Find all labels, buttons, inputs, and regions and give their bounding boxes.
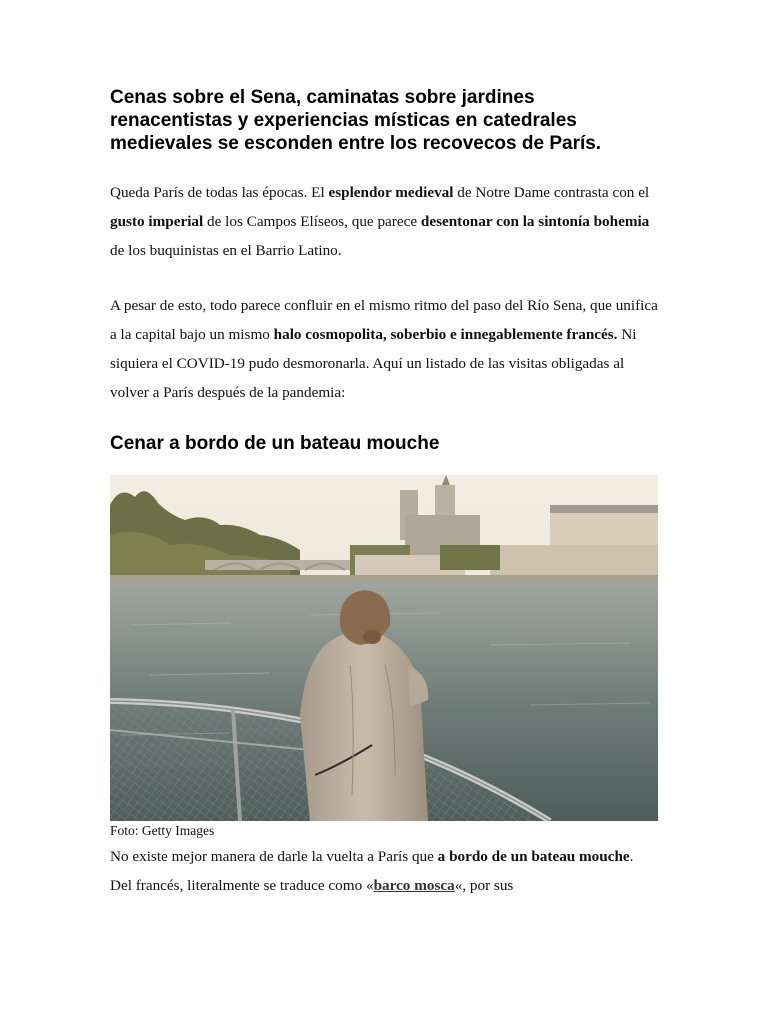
text: Queda París de todas las épocas. El — [110, 184, 329, 201]
text: A pesar de esto, todo parece confluir en el mismo ritmo del paso del Río Sena, que unifica a la capital bajo un mismo — [110, 297, 658, 343]
section-heading: Cenar a bordo de un bateau mouche — [110, 433, 440, 454]
headline: Cenas sobre el Sena, caminatas sobre jardines renacentistas y experiencias místicas en catedrales medievales se esconden entre los recovecos de París. — [110, 87, 602, 154]
article — [110, 86, 658, 900]
text: Ni siquiera el COVID-19 pudo desmoronarla. Aquí un listado de las visitas obligadas al volver a París después de la pandemia: — [110, 326, 637, 401]
bold-text: esplendor medieval — [328, 184, 454, 201]
bold-text: a bordo de un bateau mouche — [437, 848, 630, 865]
second-paragraph — [110, 291, 658, 407]
barco-mosca-link[interactable]: barco mosca — [373, 877, 455, 894]
bold-text: halo cosmopolita, soberbio e innegablemente francés. — [273, 326, 618, 343]
text: de los buquinistas en el Barrio Latino. — [110, 242, 342, 259]
photo-caption: Foto: Getty Images — [110, 823, 215, 838]
third-paragraph — [110, 842, 658, 900]
text: de Notre Dame contrasta con el — [453, 184, 650, 201]
intro-paragraph — [110, 178, 658, 265]
text: . Del francés, literalmente se traduce como « — [110, 848, 634, 894]
bold-text: gusto imperial — [110, 213, 204, 230]
bold-text: desentonar con la sintonía bohemia — [420, 213, 650, 230]
text: «, por sus — [454, 877, 514, 894]
text: No existe mejor manera de darle la vuelta a París que — [110, 848, 438, 865]
seine-photo — [110, 475, 658, 821]
text: de los Campos Elíseos, que parece — [203, 213, 421, 230]
